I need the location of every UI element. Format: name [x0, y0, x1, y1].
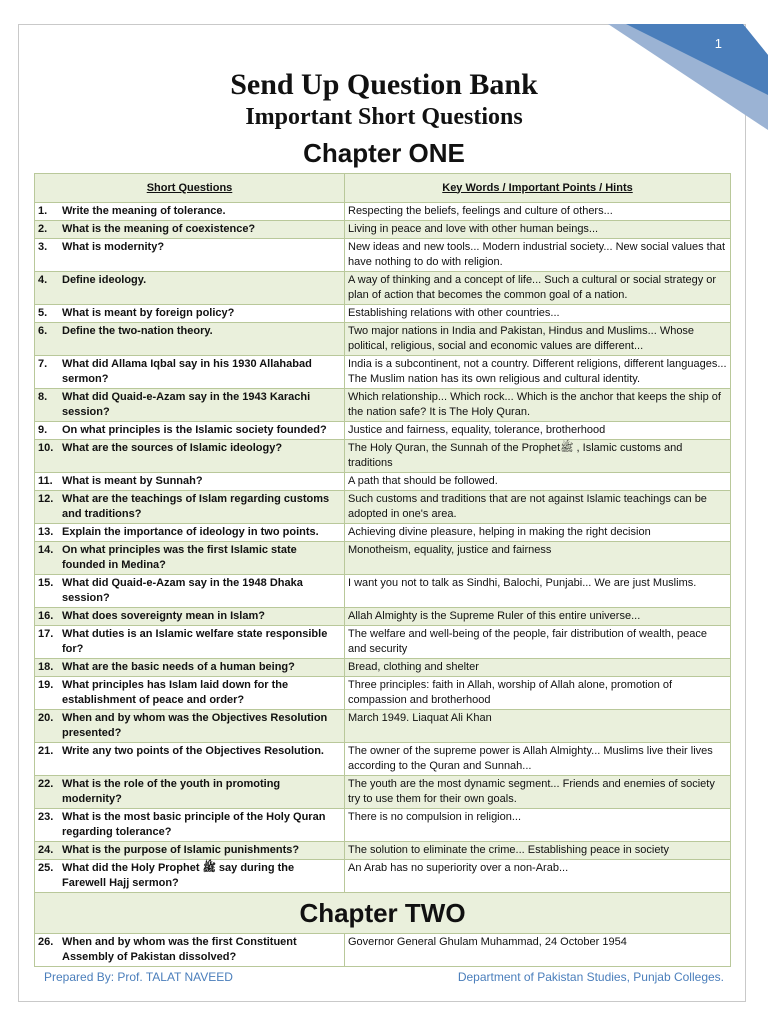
- question-text: What did Allama Iqbal say in his 1930 Allahabad sermon?: [62, 358, 312, 385]
- table-row: [35, 272, 731, 305]
- question-cell: [35, 809, 345, 842]
- hint-cell: India is a subcontinent, not a country. Different religions, different languages... The Muslim nation has its own religious and cultural identity.: [345, 356, 731, 389]
- table-row: [35, 323, 731, 356]
- page-title: Send Up Question Bank: [230, 68, 538, 101]
- table-row: [35, 389, 731, 422]
- question-number: 17.: [38, 628, 54, 640]
- table-row: [35, 626, 731, 659]
- question-cell: [35, 575, 345, 608]
- question-number: 3.: [38, 241, 48, 253]
- hint-cell: Governor General Ghulam Muhammad, 24 October 1954: [345, 934, 731, 967]
- question-text: What did Quaid-e-Azam say in the 1948 Dhaka session?: [62, 577, 303, 604]
- question-text: Write any two points of the Objectives Resolution.: [62, 745, 324, 757]
- table-row: [35, 608, 731, 626]
- question-cell: [35, 272, 345, 305]
- hint-cell: New ideas and new tools... Modern industrial society... New social values that have nothing to do with religion.: [345, 239, 731, 272]
- table-row: [35, 710, 731, 743]
- hint-cell: The owner of the supreme power is Allah Almighty... Muslims live their lives according to the Quran and Sunnah...: [345, 743, 731, 776]
- question-number: 23.: [38, 811, 54, 823]
- question-text: What principles has Islam laid down for the establishment of peace and order?: [62, 679, 289, 706]
- question-table: [34, 173, 731, 967]
- hint-cell: Establishing relations with other countries...: [345, 305, 731, 323]
- question-text: What are the sources of Islamic ideology?: [62, 442, 283, 454]
- hint-cell: The youth are the most dynamic segment... Friends and enemies of society try to use them for their own goals.: [345, 776, 731, 809]
- question-text: What duties is an Islamic welfare state responsible for?: [62, 628, 328, 655]
- question-number: 16.: [38, 610, 54, 622]
- table-row: [35, 203, 731, 221]
- question-text: What is the meaning of coexistence?: [62, 223, 256, 235]
- hint-cell: Three principles: faith in Allah, worship of Allah alone, promotion of compassion and brotherhood: [345, 677, 731, 710]
- question-text: What is meant by foreign policy?: [62, 307, 235, 319]
- table-row: [35, 677, 731, 710]
- table-row: [35, 221, 731, 239]
- question-cell: [35, 203, 345, 221]
- question-cell: [35, 239, 345, 272]
- question-cell: [35, 323, 345, 356]
- footer-author: Prepared By: Prof. TALAT NAVEED: [44, 970, 233, 984]
- question-text: What is meant by Sunnah?: [62, 475, 203, 487]
- question-text: Write the meaning of tolerance.: [62, 205, 226, 217]
- table-row: [35, 809, 731, 842]
- hint-cell: Bread, clothing and shelter: [345, 659, 731, 677]
- question-text: What is the purpose of Islamic punishments?: [62, 844, 300, 856]
- question-number: 10.: [38, 442, 54, 454]
- question-text: On what principles was the first Islamic state founded in Medina?: [62, 544, 297, 571]
- column-header-questions: Short Questions: [35, 174, 345, 203]
- hint-cell: Which relationship... Which rock... Which is the anchor that keeps the ship of the nation safe? It is The Holy Quran.: [345, 389, 731, 422]
- question-text: Explain the importance of ideology in two points.: [62, 526, 319, 538]
- question-cell: [35, 626, 345, 659]
- hint-cell: Achieving divine pleasure, helping in making the right decision: [345, 524, 731, 542]
- question-number: 5.: [38, 307, 48, 319]
- hint-cell: Respecting the beliefs, feelings and culture of others...: [345, 203, 731, 221]
- question-number: 7.: [38, 358, 48, 370]
- question-text: What are the teachings of Islam regarding customs and traditions?: [62, 493, 330, 520]
- hint-cell: Monotheism, equality, justice and fairness: [345, 542, 731, 575]
- question-text: What does sovereignty mean in Islam?: [62, 610, 265, 622]
- question-cell: [35, 776, 345, 809]
- question-text: Define the two-nation theory.: [62, 325, 213, 337]
- table-row: [35, 305, 731, 323]
- question-cell: [35, 422, 345, 440]
- question-number: 26.: [38, 936, 54, 948]
- table-header-row: [35, 174, 731, 203]
- hint-cell: Living in peace and love with other human beings...: [345, 221, 731, 239]
- question-text: What is modernity?: [62, 241, 165, 253]
- question-cell: [35, 524, 345, 542]
- table-row: [35, 542, 731, 575]
- question-text: On what principles is the Islamic society founded?: [62, 424, 327, 436]
- question-number: 6.: [38, 325, 48, 337]
- question-cell: [35, 743, 345, 776]
- question-number: 11.: [38, 475, 53, 487]
- question-cell: [35, 842, 345, 860]
- question-cell: [35, 677, 345, 710]
- chapter-two-heading: Chapter TWO: [35, 893, 731, 934]
- question-number: 9.: [38, 424, 48, 436]
- question-number: 18.: [38, 661, 54, 673]
- question-text: When and by whom was the first Constituent Assembly of Pakistan dissolved?: [62, 936, 297, 963]
- question-cell: [35, 305, 345, 323]
- hint-cell: A way of thinking and a concept of life... Such a cultural or social strategy or plan of action that becomes the common goal of a nation.: [345, 272, 731, 305]
- question-number: 12.: [38, 493, 54, 505]
- hint-cell: An Arab has no superiority over a non-Arab...: [345, 860, 731, 893]
- question-cell: [35, 608, 345, 626]
- hint-cell: Such customs and traditions that are not against Islamic teachings can be adopted in one's area.: [345, 491, 731, 524]
- question-cell: [35, 491, 345, 524]
- question-text: Define ideology.: [62, 274, 147, 286]
- question-number: 25.: [38, 862, 54, 874]
- question-number: 13.: [38, 526, 54, 538]
- question-text: What is the role of the youth in promoting modernity?: [62, 778, 281, 805]
- footer-department: Department of Pakistan Studies, Punjab Colleges.: [457, 970, 724, 984]
- table-row: [35, 440, 731, 473]
- hint-cell: There is no compulsion in religion...: [345, 809, 731, 842]
- hint-cell: I want you not to talk as Sindhi, Balochi, Punjabi... We are just Muslims.: [345, 575, 731, 608]
- question-number: 15.: [38, 577, 54, 589]
- question-text: What did the Holy Prophet ﷺ say during the Farewell Hajj sermon?: [62, 862, 295, 889]
- question-text: What are the basic needs of a human being?: [62, 661, 295, 673]
- chapter-one-heading: Chapter ONE: [303, 138, 465, 168]
- table-row: [35, 239, 731, 272]
- question-text: What is the most basic principle of the Holy Quran regarding tolerance?: [62, 811, 326, 838]
- question-number: 19.: [38, 679, 54, 691]
- question-text: What did Quaid-e-Azam say in the 1943 Karachi session?: [62, 391, 311, 418]
- question-number: 2.: [38, 223, 48, 235]
- hint-cell: A path that should be followed.: [345, 473, 731, 491]
- question-number: 24.: [38, 844, 54, 856]
- hint-cell: March 1949. Liaquat Ali Khan: [345, 710, 731, 743]
- question-cell: [35, 473, 345, 491]
- page-subtitle: Important Short Questions: [245, 104, 523, 130]
- chapter-two-body: [35, 934, 731, 967]
- question-cell: [35, 860, 345, 893]
- table-row: [35, 659, 731, 677]
- question-number: 4.: [38, 274, 48, 286]
- hint-cell: Two major nations in India and Pakistan, Hindus and Muslims... Whose political, religious, social and economic values are different...: [345, 323, 731, 356]
- question-cell: [35, 934, 345, 967]
- hint-cell: The solution to eliminate the crime... Establishing peace in society: [345, 842, 731, 860]
- page-number: 1: [714, 36, 722, 51]
- table-row: [35, 934, 731, 967]
- question-cell: [35, 659, 345, 677]
- question-cell: [35, 710, 345, 743]
- chapter-two-header-body: [35, 893, 731, 934]
- question-cell: [35, 440, 345, 473]
- question-text: When and by whom was the Objectives Resolution presented?: [62, 712, 328, 739]
- table-row: [35, 743, 731, 776]
- hint-cell: The welfare and well-being of the people, fair distribution of wealth, peace and security: [345, 626, 731, 659]
- table-row: [35, 491, 731, 524]
- column-header-hints: Key Words / Important Points / Hints: [345, 174, 731, 203]
- question-cell: [35, 542, 345, 575]
- hint-cell: Allah Almighty is the Supreme Ruler of this entire universe...: [345, 608, 731, 626]
- hint-cell: The Holy Quran, the Sunnah of the Prophetﷺ , Islamic customs and traditions: [345, 440, 731, 473]
- question-number: 8.: [38, 391, 48, 403]
- question-number: 22.: [38, 778, 54, 790]
- table-row: [35, 842, 731, 860]
- question-cell: [35, 389, 345, 422]
- chapter-two-row: [35, 893, 731, 934]
- table-row: [35, 524, 731, 542]
- table-row: [35, 860, 731, 893]
- table-row: [35, 473, 731, 491]
- question-number: 1.: [38, 205, 48, 217]
- question-number: 14.: [38, 544, 54, 556]
- table-row: [35, 422, 731, 440]
- table-row: [35, 356, 731, 389]
- question-number: 20.: [38, 712, 54, 724]
- table-row: [35, 776, 731, 809]
- question-number: 21.: [38, 745, 54, 757]
- hint-cell: Justice and fairness, equality, tolerance, brotherhood: [345, 422, 731, 440]
- question-cell: [35, 221, 345, 239]
- question-cell: [35, 356, 345, 389]
- chapter-one-body: [35, 203, 731, 893]
- table-row: [35, 575, 731, 608]
